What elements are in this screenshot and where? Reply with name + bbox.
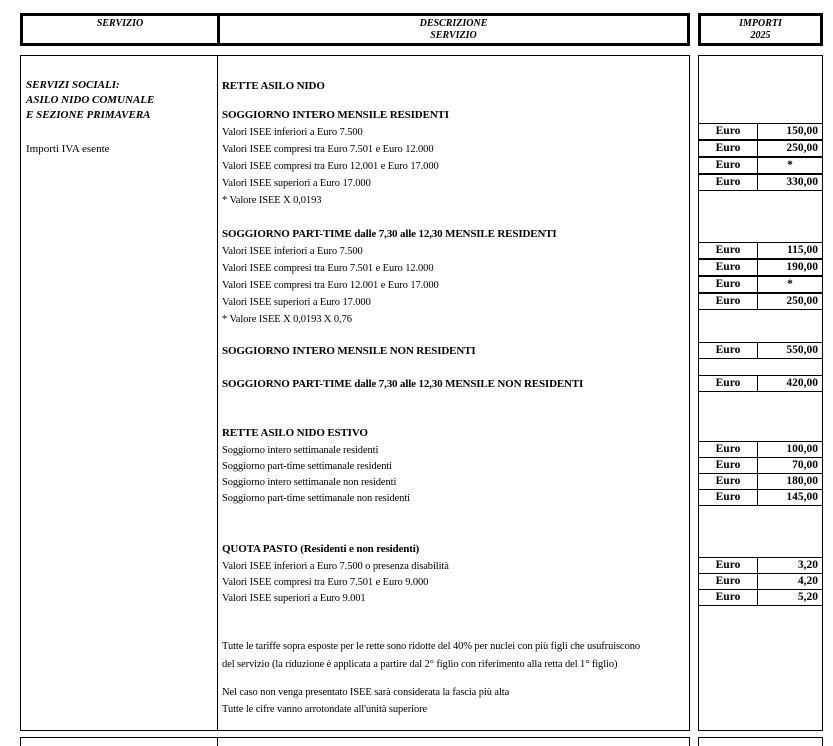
amount-value: 550,00 [786,344,818,356]
amount-value: 100,00 [786,443,818,455]
header-descrizione-label-line1: DESCRIZIONE [419,18,488,29]
description-line: RETTE ASILO NIDO ESTIVO [222,427,368,439]
amount-value: 250,00 [786,142,818,154]
amount-box [698,342,823,359]
currency-label: Euro [699,376,758,391]
amount-box [698,174,823,191]
description-line: * Valore ISEE X 0,0193 X 0,76 [222,314,352,325]
header-descrizione-label-line2: SERVIZIO [430,30,477,41]
header-col-servizio [23,16,220,43]
description-line: Valori ISEE compresi tra Euro 7.501 e Euro 12.000 [222,144,434,155]
amount-box [698,457,823,474]
amount-box [698,157,823,174]
amount-value: 190,00 [786,261,818,273]
amount-value: 5,20 [797,591,818,603]
header-col-descrizione [220,16,687,43]
currency-label: Euro [699,574,758,589]
amount-box [698,441,823,458]
amount-box [698,242,823,259]
currency-label: Euro [699,277,758,292]
description-line: Soggiorno intero settimanale non residenti [222,477,397,488]
iva-note: Importi IVA esente [26,143,110,155]
amount-value: 250,00 [786,295,818,307]
header-servizio-label: SERVIZIO [96,18,144,29]
description-line: Tutte le cifre vanno arrotondate all'unità superiore [222,704,428,715]
currency-label: Euro [699,458,758,473]
description-line: RETTE ASILO NIDO [222,80,325,92]
description-line: Valori ISEE inferiori a Euro 7.500 o presenza disabilità [222,561,449,572]
description-line: Nel caso non venga presentato ISEE sarà considerata la fascia più alta [222,687,510,698]
amount-box [698,140,823,157]
amount-value: 70,00 [792,459,818,471]
amount-value: 4,20 [797,575,818,587]
description-line: Tutte le tariffe sopra esposte per le rette sono ridotte del 40% per nuclei con più figli che usufruiscono [222,641,641,652]
amount-value: * [787,159,793,171]
description-line: Valori ISEE inferiori a Euro 7.500 [222,127,363,138]
currency-label: Euro [699,294,758,309]
description-line: SOGGIORNO INTERO MENSILE RESIDENTI [222,109,449,121]
amount-box [698,276,823,293]
amount-box [698,473,823,490]
description-line: Valori ISEE compresi tra Euro 12.001 e Euro 17.000 [222,161,439,172]
description-line: SOGGIORNO PART-TIME dalle 7,30 alle 12,30 MENSILE RESIDENTI [222,228,557,240]
amount-box [698,557,823,574]
service-description-row [20,55,690,731]
amount-box [698,259,823,276]
servizio-title-line: SERVIZI SOCIALI: [26,79,120,91]
amount-value: 420,00 [786,377,818,389]
amount-box [698,375,823,392]
servizio-title-line: E SEZIONE PRIMAVERA [26,109,151,121]
amount-box [698,489,823,506]
description-line: Valori ISEE superiori a Euro 9.001 [222,593,366,604]
description-line: Valori ISEE compresi tra Euro 7.501 e Euro 9.000 [222,577,429,588]
amount-value: 330,00 [786,176,818,188]
currency-label: Euro [699,243,758,258]
importi-cell [698,55,823,731]
currency-label: Euro [699,141,758,156]
currency-label: Euro [699,490,758,505]
header-col-importi [698,13,823,46]
amount-value: 3,20 [797,559,818,571]
description-line: Valori ISEE compresi tra Euro 7.501 e Euro 12.000 [222,263,434,274]
servizio-title-line: ASILO NIDO COMUNALE [26,94,155,106]
description-line: * Valore ISEE X 0,0193 [222,195,322,206]
amount-box [698,589,823,606]
currency-label: Euro [699,158,758,173]
amount-box [698,293,823,310]
description-line: SOGGIORNO PART-TIME dalle 7,30 alle 12,30 MENSILE NON RESIDENTI [222,378,584,390]
amount-box [698,573,823,590]
currency-label: Euro [699,442,758,457]
description-line: del servizio (la riduzione è applicata a partire dal 2° figlio con riferimento alla retta del 1° figlio) [222,659,618,670]
amount-value: 115,00 [787,244,818,256]
description-line: Valori ISEE superiori a Euro 17.000 [222,297,371,308]
currency-label: Euro [699,175,758,190]
description-line: Valori ISEE inferiori a Euro 7.500 [222,246,363,257]
description-line: QUOTA PASTO (Residenti e non residenti) [222,543,420,555]
column-divider [217,56,218,730]
description-line: Valori ISEE superiori a Euro 17.000 [222,178,371,189]
amount-value: 150,00 [786,125,818,137]
currency-label: Euro [699,343,758,358]
header-importi-year: 2025 [750,30,771,41]
description-line: SOGGIORNO INTERO MENSILE NON RESIDENTI [222,345,476,357]
description-line: Soggiorno intero settimanale residenti [222,445,379,456]
column-divider [217,738,218,746]
currency-label: Euro [699,590,758,605]
currency-label: Euro [699,558,758,573]
currency-label: Euro [699,124,758,139]
next-row-importi [698,737,823,746]
currency-label: Euro [699,474,758,489]
amount-value: 145,00 [786,491,818,503]
next-row-service-description [20,737,690,746]
amount-box [698,123,823,140]
description-line: Soggiorno part-time settimanale residenti [222,461,392,472]
amount-value: * [787,278,793,290]
description-line: Valori ISEE compresi tra Euro 12.001 e Euro 17.000 [222,280,439,291]
description-line: Soggiorno part-time settimanale non residenti [222,493,410,504]
amount-value: 180,00 [786,475,818,487]
header-importi-label: IMPORTI [739,18,782,29]
header-table [20,13,690,46]
currency-label: Euro [699,260,758,275]
